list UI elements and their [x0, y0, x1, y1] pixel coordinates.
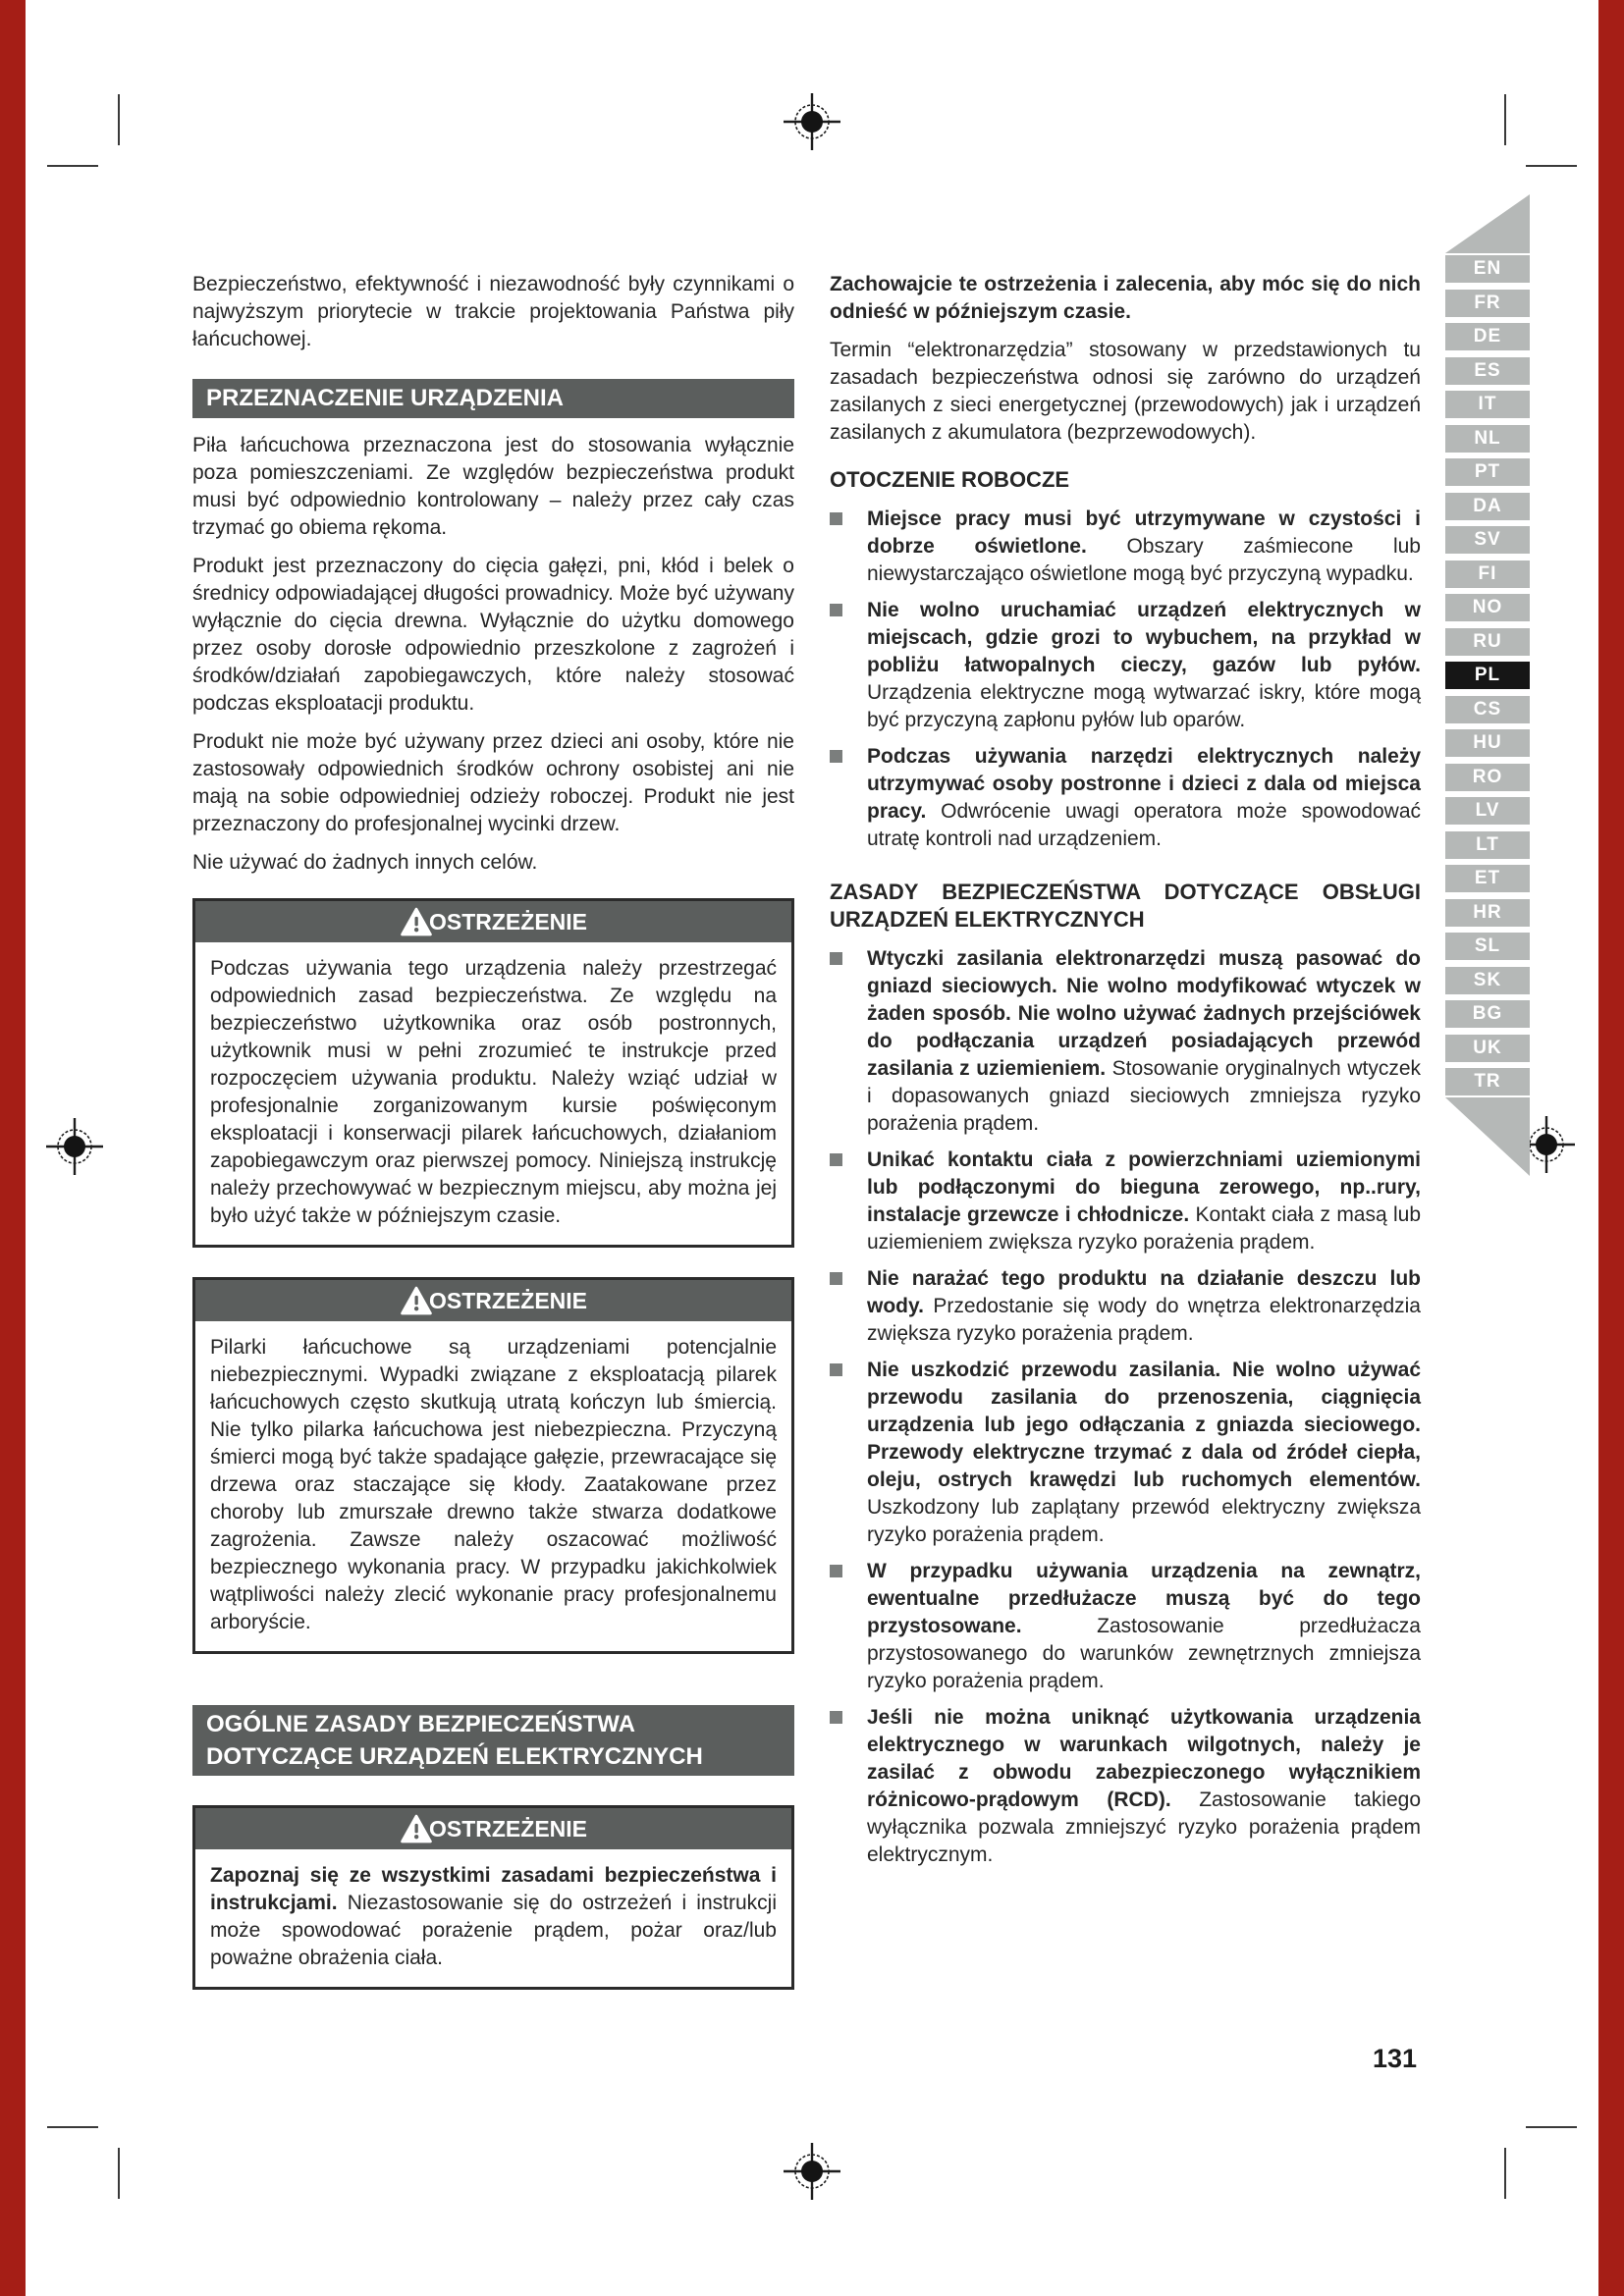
language-tab-no: NO	[1445, 594, 1530, 621]
warning-title: OSTRZEŻENIE	[428, 1288, 587, 1313]
language-tab-de: DE	[1445, 323, 1530, 350]
bullet-text: Nie uszkodzić przewodu zasilania. Nie wolno używać przewodu zasilania do przenoszenia, ciągnięcia urządzenia lub jego odłączania z gniazda sieciowego. Przewody elektryczne trzymać z dala od źródeł ciepła, oleju, ostrych krawędzi lub ruchomych elementów. Uszkodzony lub zaplątany przewód elektryczny zwiększa ryzyko porażenia prądem.	[867, 1359, 1421, 1546]
warning-text: Podczas używania tego urządzenia należy przestrzegać odpowiednich zasad bezpieczeństwa. Ze względu na bezpieczeństwo użytkownika oraz osób postronnych, użytkownik musi w pełni zrozumieć te instrukcje przed rozpoczęciem używania produktu. Należy wziąć udział w profesjonalnie zorganizowanym kursie poświęconym eksploatacji i konserwacji pilarek łańcuchowych, działaniom zapobiegawczym oraz pierwszej pomocy. Niniejszą instrukcję należy przechowywać w bezpiecznym miejscu, aby można jej było użyć także w późniejszym czasie.	[210, 957, 777, 1227]
square-bullet-icon	[830, 604, 842, 616]
language-tab-bg: BG	[1445, 1000, 1530, 1028]
square-bullet-icon	[830, 1565, 842, 1577]
crop-mark	[1504, 2148, 1506, 2199]
warning-triangle-icon	[400, 907, 433, 936]
left-column	[192, 271, 794, 1990]
bullet-item	[830, 1704, 1421, 1869]
language-tab-sl: SL	[1445, 933, 1530, 960]
crop-mark	[1504, 94, 1506, 145]
warning-header	[195, 901, 791, 942]
warning-box-3	[192, 1805, 794, 1990]
warning-box-2	[192, 1277, 794, 1654]
language-tab-cs: CS	[1445, 696, 1530, 723]
bullet-item	[830, 597, 1421, 734]
right-bleed-bar	[1598, 0, 1624, 2296]
square-bullet-icon	[830, 750, 842, 763]
bullet-text: Wtyczki zasilania elektronarzędzi muszą pasować do gniazd sieciowych. Nie wolno modyfikować wtyczek w żaden sposób. Nie wolno używać żadnych przejściówek do podłączania urządzeń posiadających przewód zasilania z uziemieniem. Stosowanie oryginalnych wtyczek i dopasowanych gniazd sieciowych zmniejsza ryzyko porażenia prądem.	[867, 947, 1421, 1135]
electrical-bullet-list	[830, 945, 1421, 1869]
language-tab-et: ET	[1445, 865, 1530, 892]
bullet-item	[830, 743, 1421, 853]
registration-mark-icon	[784, 93, 840, 150]
bullet-text: Nie wolno uruchamiać urządzeń elektrycznych w miejscach, gdzie grozi to wybuchem, na przykład w pobliżu łatwopalnych cieczy, gazów lub pyłów. Urządzenia elektryczne mogą wytwarzać iskry, które mogą być przyczyną zapłonu pyłów lub oparów.	[867, 599, 1421, 731]
crop-mark	[118, 2148, 120, 2199]
language-tab-hr: HR	[1445, 899, 1530, 927]
bullet-text: Podczas używania narzędzi elektrycznych należy utrzymywać osoby postronne i dzieci z dala od miejsca pracy. Odwrócenie uwagi operatora może spowodować utratę kontroli nad urządzeniem.	[867, 745, 1421, 850]
language-tab-pl: PL	[1445, 662, 1530, 689]
bullet-text: Nie narażać tego produktu na działanie deszczu lub wody. Przedostanie się wody do wnętrza elektronarzędzia zwiększa ryzyko porażenia prądem.	[867, 1267, 1421, 1345]
tab-strip-top-diagonal	[1445, 194, 1530, 253]
language-tab-hu: HU	[1445, 729, 1530, 757]
heading-zasady-elektryczne: ZASADY BEZPIECZEŃSTWA DOTYCZĄCE OBSŁUGI URZĄDZEŃ ELEKTRYCZNYCH	[830, 880, 1421, 932]
intro-paragraph: Bezpieczeństwo, efektywność i niezawodność były czynnikami o najwyższym priorytecie w trakcie projektowania Państwa piły łańcuchowej.	[192, 273, 794, 350]
warning-triangle-icon	[400, 1814, 433, 1843]
square-bullet-icon	[830, 1363, 842, 1376]
square-bullet-icon	[830, 1153, 842, 1166]
warning-text	[195, 1849, 791, 1987]
bullet-text: W przypadku używania urządzenia na zewnątrz, ewentualne przedłużacze muszą być do tego przystosowane. Zastosowanie przedłużacza przystosowanego do warunków zewnętrznych zmniejsza ryzyko porażenia prądem.	[867, 1560, 1421, 1692]
language-tab-fr: FR	[1445, 290, 1530, 317]
keep-notice-paragraph: Zachowajcie te ostrzeżenia i zalecenia, aby móc się do nich odnieść w późniejszym czasie.	[830, 273, 1421, 323]
bullet-item	[830, 945, 1421, 1138]
square-bullet-icon	[830, 1711, 842, 1724]
left-bleed-bar	[0, 0, 26, 2296]
language-tab-nl: NL	[1445, 425, 1530, 453]
bullet-item	[830, 1147, 1421, 1256]
warning-box-1	[192, 898, 794, 1248]
square-bullet-icon	[830, 952, 842, 965]
language-tab-it: IT	[1445, 391, 1530, 418]
warning-triangle-icon	[400, 1286, 433, 1315]
language-tab-tr: TR	[1445, 1068, 1530, 1095]
heading-otoczenie-robocze: OTOCZENIE ROBOCZE	[830, 467, 1070, 492]
language-tab-lt: LT	[1445, 831, 1530, 859]
language-tab-sv: SV	[1445, 526, 1530, 554]
page-number: 131	[1373, 2044, 1418, 2073]
warning-title: OSTRZEŻENIE	[428, 1816, 587, 1842]
warning-header	[195, 1280, 791, 1321]
language-tab-strip	[1445, 194, 1530, 1176]
language-tab-da: DA	[1445, 493, 1530, 520]
warning-header	[195, 1808, 791, 1849]
language-tab-en: EN	[1445, 255, 1530, 283]
warning-text: Pilarki łańcuchowe są urządzeniami potencjalnie niebezpiecznymi. Wypadki związane z eksploatacją pilarek łańcuchowych często skutkują utratą kończyn lub śmiercią. Nie tylko pilarka łańcuchowa jest niebezpieczna. Przyczyną śmierci mogą być także spadające gałęzie, przewracające się drzewa oraz staczające się kłody. Zaatakowane przez choroby lub zmurszałe drewno także stwarza dodatkowe zagrożenia. Zawsze należy oszacować możliwość bezpiecznego wykonania pracy. W przypadku jakichkolwiek wątpliwości należy zlecić wykonanie pracy profesjonalnemu arboryście.	[210, 1336, 777, 1633]
crop-mark	[47, 2126, 98, 2128]
square-bullet-icon	[830, 512, 842, 525]
warning-rest: Niezastosowanie się do ostrzeżeń i instrukcji może spowodować porażenie prądem, pożar oraz/lub poważne obrażenia ciała.	[210, 1892, 777, 1969]
tab-strip-bottom-diagonal	[1445, 1097, 1530, 1176]
language-tab-fi: FI	[1445, 561, 1530, 588]
language-tab-ro: RO	[1445, 764, 1530, 791]
square-bullet-icon	[830, 1272, 842, 1285]
right-column	[830, 271, 1421, 1878]
warning-title: OSTRZEŻENIE	[428, 909, 587, 934]
bullet-text: Unikać kontaktu ciała z powierzchniami uziemionymi lub podłączonymi do bieguna zerowego, np..rury, instalacje grzewcze i chłodnicze. Kontakt ciała z masą lub uziemieniem zwiększa ryzyko porażenia prądem.	[867, 1148, 1421, 1254]
language-tab-lv: LV	[1445, 797, 1530, 825]
crop-mark	[118, 94, 120, 145]
bullet-item	[830, 1357, 1421, 1549]
language-tab-ru: RU	[1445, 628, 1530, 656]
section-header-ogolne-zasady: OGÓLNE ZASADY BEZPIECZEŃSTWA DOTYCZĄCE URZĄDZEŃ ELEKTRYCZNYCH	[192, 1705, 794, 1776]
env-bullet-list	[830, 506, 1421, 853]
language-tab-es: ES	[1445, 357, 1530, 385]
bullet-item	[830, 506, 1421, 588]
bullet-item	[830, 1558, 1421, 1695]
language-tab-sk: SK	[1445, 967, 1530, 994]
body-paragraph: Nie używać do żadnych innych celów.	[192, 851, 538, 874]
section-header-przeznaczenie: PRZEZNACZENIE URZĄDZENIA	[192, 379, 794, 418]
registration-mark-icon	[46, 1118, 103, 1175]
registration-mark-icon	[784, 2143, 840, 2200]
bullet-text: Miejsce pracy musi być utrzymywane w czystości i dobrze oświetlone. Obszary zaśmiecone lub niewystarczająco oświetlone mogą być przyczyną wypadku.	[867, 507, 1421, 585]
language-tab-uk: UK	[1445, 1035, 1530, 1062]
crop-mark	[1526, 165, 1577, 167]
bullet-text: Jeśli nie można uniknąć użytkowania urządzenia elektrycznego w warunkach wilgotnych, należy je zasilać z obwodu zabezpieczonego wyłącznikiem różnicowo-prądowym (RCD). Zastosowanie takiego wyłącznika pozwala zmniejszyć ryzyko porażenia prądem elektrycznym.	[867, 1706, 1421, 1866]
body-paragraph: Produkt nie może być używany przez dzieci ani osoby, które nie zastosowały odpowiednich środków ochrony osobistej ani nie mają na sobie odpowiedniej odzieży roboczej. Produkt nie jest przeznaczony do profesjonalnej wycinki drzew.	[192, 730, 794, 835]
body-paragraph: Piła łańcuchowa przeznaczona jest do stosowania wyłącznie poza pomieszczeniami. Ze względów bezpieczeństwa produkt musi być odpowiednio kontrolowany – należy przez cały czas trzymać go obiema rękoma.	[192, 434, 794, 539]
warning-lead: Zapoznaj się ze wszystkimi zasadami bezpieczeństwa i instrukcjami.	[210, 1864, 777, 1914]
crop-mark	[1526, 2126, 1577, 2128]
term-paragraph: Termin “elektronarzędzia” stosowany w przedstawionych tu zasadach bezpieczeństwa odnosi się zarówno do urządzeń zasilanych z sieci energetycznej (przewodowych) jak i urządzeń zasilanych z akumulatora (bezprzewodowych).	[830, 339, 1421, 444]
bullet-item	[830, 1265, 1421, 1348]
body-paragraph: Produkt jest przeznaczony do cięcia gałęzi, pni, kłód i belek o średnicy odpowiadającej długości prowadnicy. Może być używany wyłącznie do cięcia drewna. Wyłącznie do użytku domowego przez osoby dorosłe odpowiednio przeszkolone z zagrożeń i środków/działań zapobiegawczych, które należy stosować podczas eksploatacji produktu.	[192, 555, 794, 715]
language-tab-pt: PT	[1445, 458, 1530, 486]
crop-mark	[47, 165, 98, 167]
